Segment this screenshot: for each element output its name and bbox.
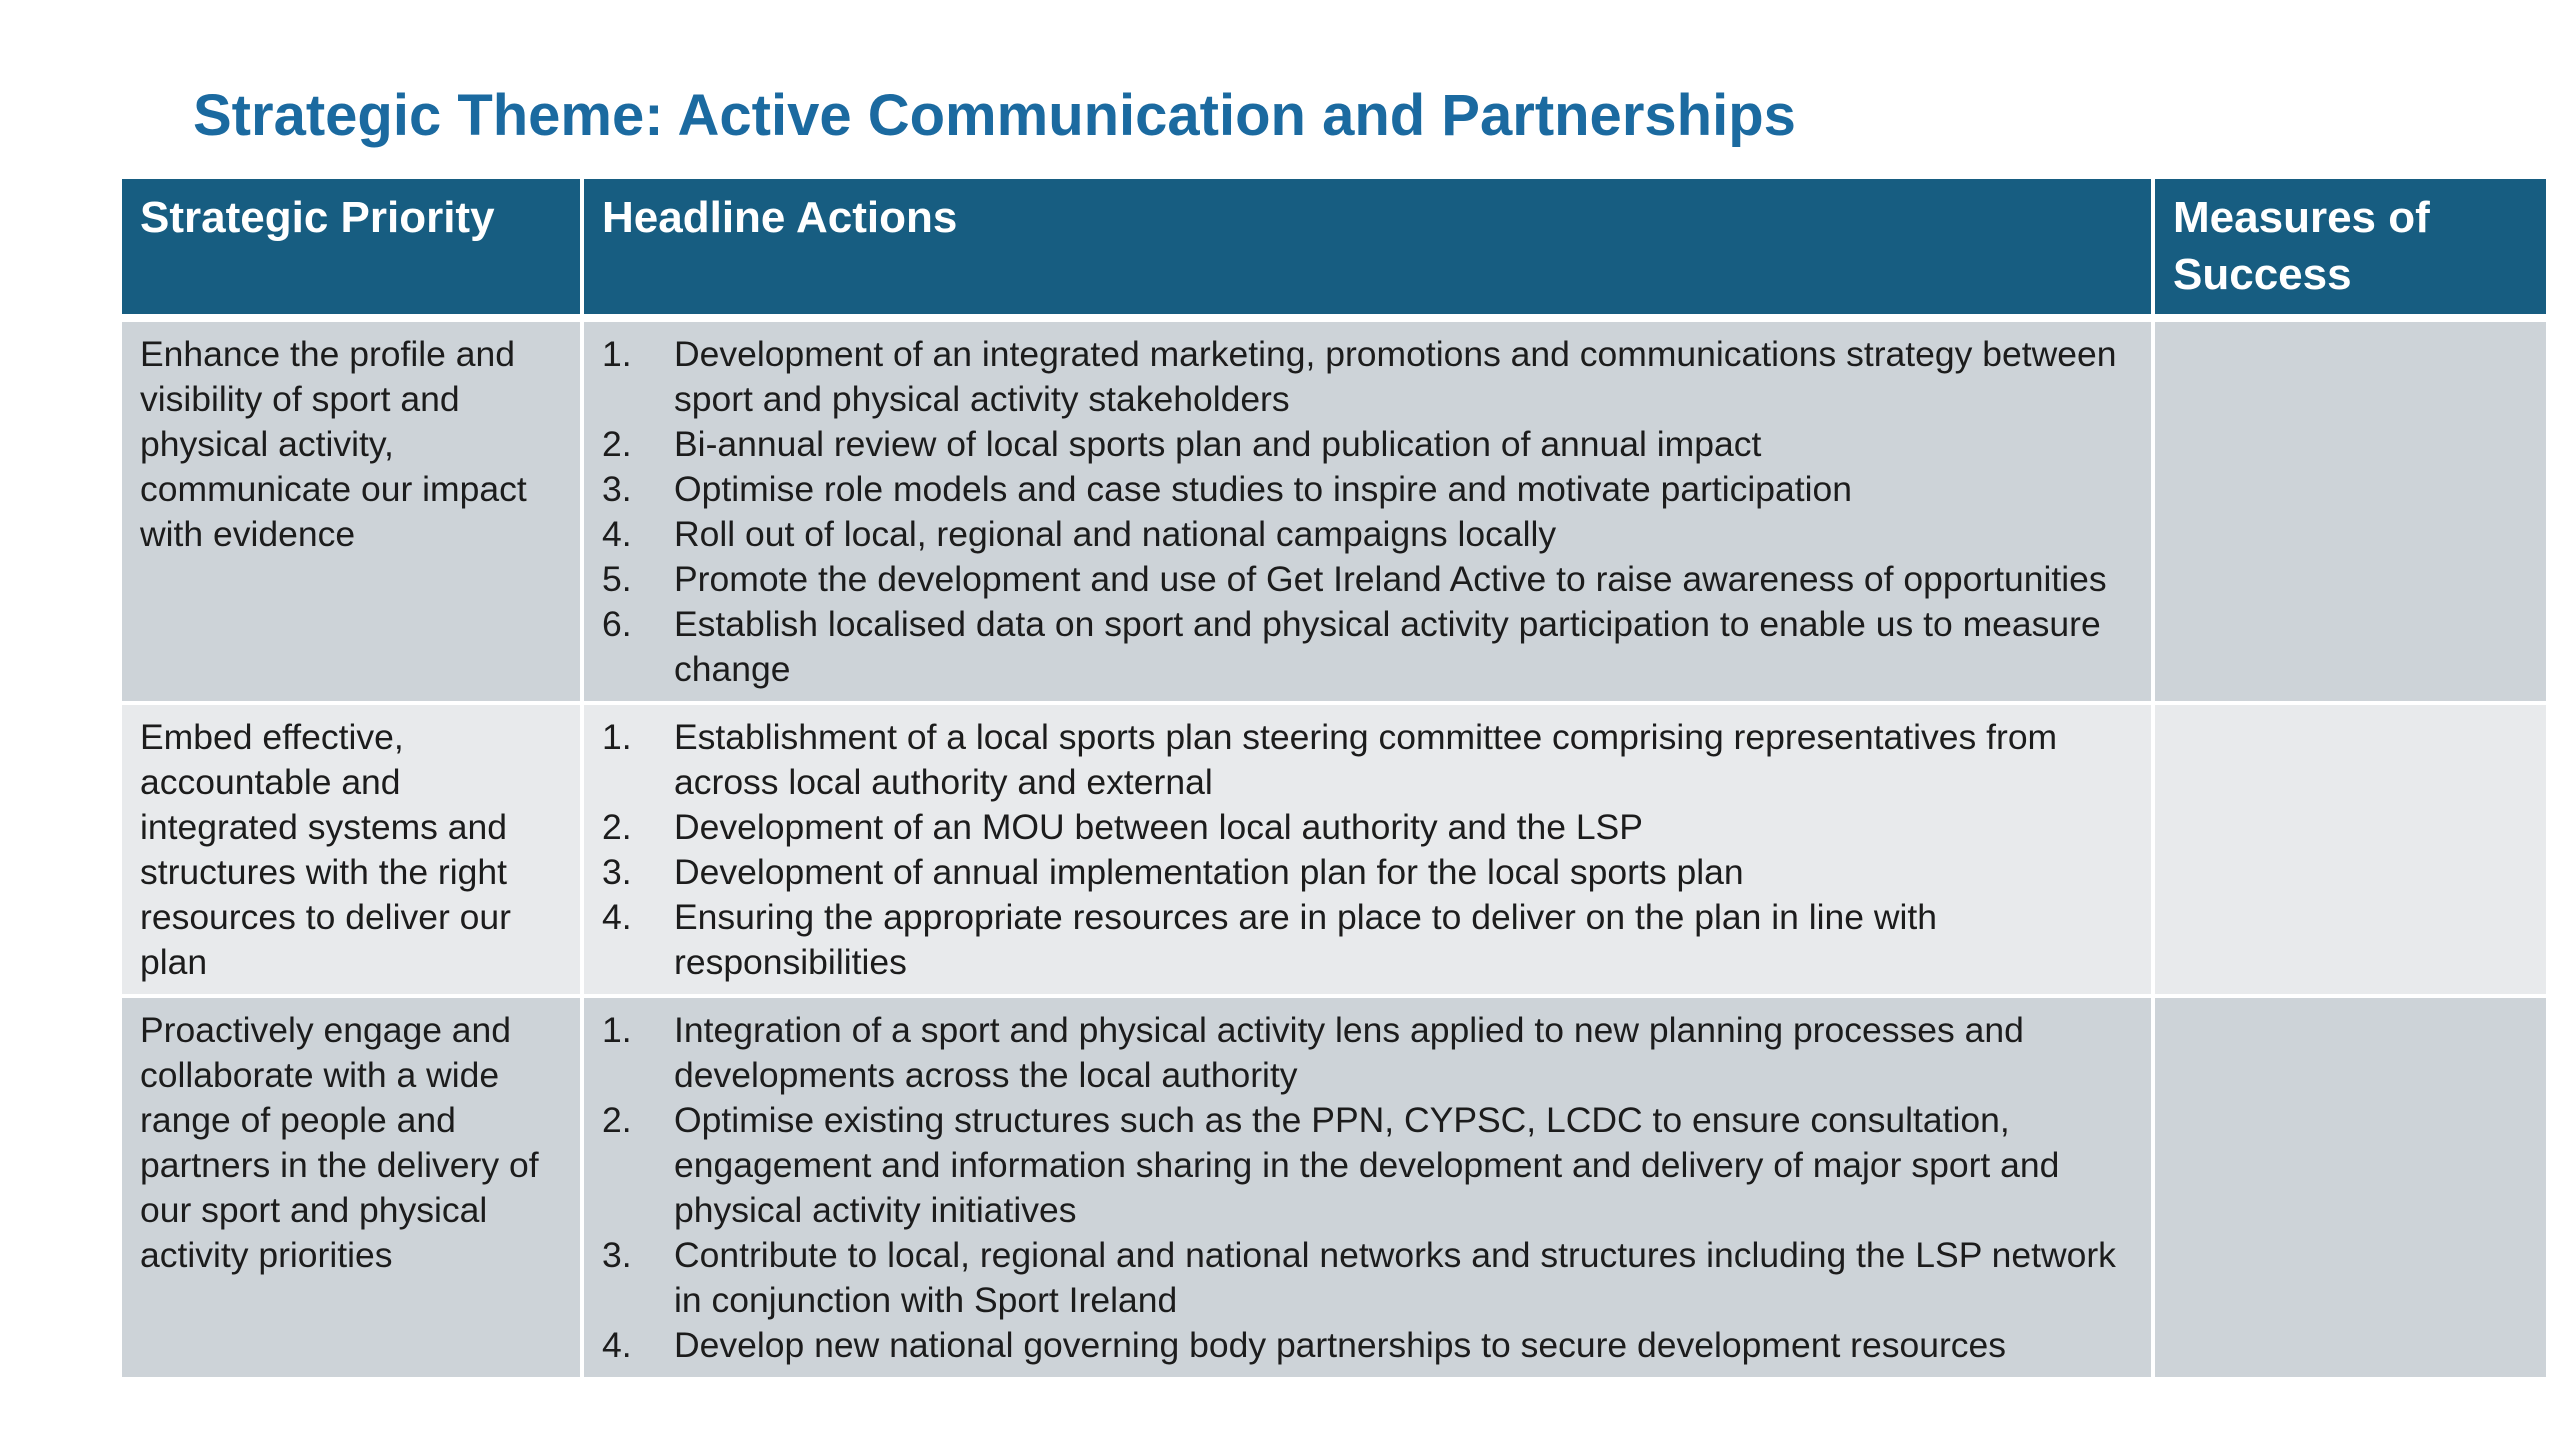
strategic-priority-cell: Embed effective, accountable and integrated systems and structures with the right resources to deliver our plan [122, 703, 582, 996]
action-number: 4. [602, 1325, 632, 1365]
action-item [602, 332, 2133, 422]
action-text: Bi-annual review of local sports plan and publication of annual impact [674, 424, 1762, 464]
action-number: 4. [602, 897, 632, 937]
action-text: Development of an integrated marketing, promotions and communications strategy between sport and physical activity stakeholders [674, 334, 2117, 419]
action-item [602, 467, 2133, 512]
action-text: Development of an MOU between local authority and the LSP [674, 807, 1643, 847]
action-text: Development of annual implementation plan for the local sports plan [674, 852, 1744, 892]
action-item [602, 895, 2133, 985]
action-text: Ensuring the appropriate resources are in place to deliver on the plan in line with responsibilities [674, 897, 1937, 982]
table-row [122, 318, 2546, 703]
measures-of-success-cell [2153, 703, 2546, 996]
action-item [602, 805, 2133, 850]
headline-actions-cell [582, 318, 2153, 703]
header-measures-of-success: Measures of Success [2153, 179, 2546, 318]
action-number: 3. [602, 469, 632, 509]
action-item [602, 512, 2133, 557]
action-text: Optimise role models and case studies to inspire and motivate participation [674, 469, 1853, 509]
action-number: 2. [602, 1100, 632, 1140]
action-item [602, 422, 2133, 467]
action-text: Promote the development and use of Get Ireland Active to raise awareness of opportunities [674, 559, 2107, 599]
table-row [122, 703, 2546, 996]
action-item [602, 557, 2133, 602]
page-title: Strategic Theme: Active Communication and Partnerships [193, 83, 1796, 148]
measures-of-success-cell [2153, 996, 2546, 1379]
measures-of-success-cell [2153, 318, 2546, 703]
action-text: Optimise existing structures such as the PPN, CYPSC, LCDC to ensure consultation, engagement and information sharing in the development and delivery of major sport and physical activity initiatives [674, 1100, 2060, 1230]
action-number: 3. [602, 852, 632, 892]
action-number: 1. [602, 1010, 632, 1050]
action-item [602, 1098, 2133, 1233]
action-item [602, 1008, 2133, 1098]
action-text: Roll out of local, regional and national campaigns locally [674, 514, 1557, 554]
strategic-priority-cell: Proactively engage and collaborate with a wide range of people and partners in the delivery of our sport and physical activity priorities [122, 996, 582, 1379]
header-strategic-priority: Strategic Priority [122, 179, 582, 318]
action-number: 1. [602, 717, 632, 757]
action-number: 5. [602, 559, 632, 599]
action-text: Integration of a sport and physical activity lens applied to new planning processes and developments across the local authority [674, 1010, 2024, 1095]
headline-actions-cell [582, 996, 2153, 1379]
headline-actions-cell [582, 703, 2153, 996]
table-header-row [122, 179, 2546, 318]
action-item [602, 715, 2133, 805]
actions-list [602, 715, 2133, 985]
table-row [122, 996, 2546, 1379]
action-text: Establishment of a local sports plan steering committee comprising representatives from across local authority and external [674, 717, 2058, 802]
action-number: 2. [602, 424, 632, 464]
action-text: Develop new national governing body partnerships to secure development resources [674, 1325, 2007, 1365]
header-headline-actions: Headline Actions [582, 179, 2153, 318]
action-item [602, 602, 2133, 692]
table-body [122, 318, 2546, 1379]
action-item [602, 1233, 2133, 1323]
action-number: 1. [602, 334, 632, 374]
actions-list [602, 332, 2133, 692]
action-text: Contribute to local, regional and national networks and structures including the LSP network in conjunction with Sport Ireland [674, 1235, 2116, 1320]
strategic-priority-cell: Enhance the profile and visibility of sport and physical activity, communicate our impact with evidence [122, 318, 582, 703]
action-text: Establish localised data on sport and physical activity participation to enable us to measure change [674, 604, 2101, 689]
action-number: 2. [602, 807, 632, 847]
action-number: 3. [602, 1235, 632, 1275]
action-item [602, 1323, 2133, 1368]
action-number: 4. [602, 514, 632, 554]
strategy-table [122, 179, 2546, 1381]
action-number: 6. [602, 604, 632, 644]
actions-list [602, 1008, 2133, 1368]
action-item [602, 850, 2133, 895]
